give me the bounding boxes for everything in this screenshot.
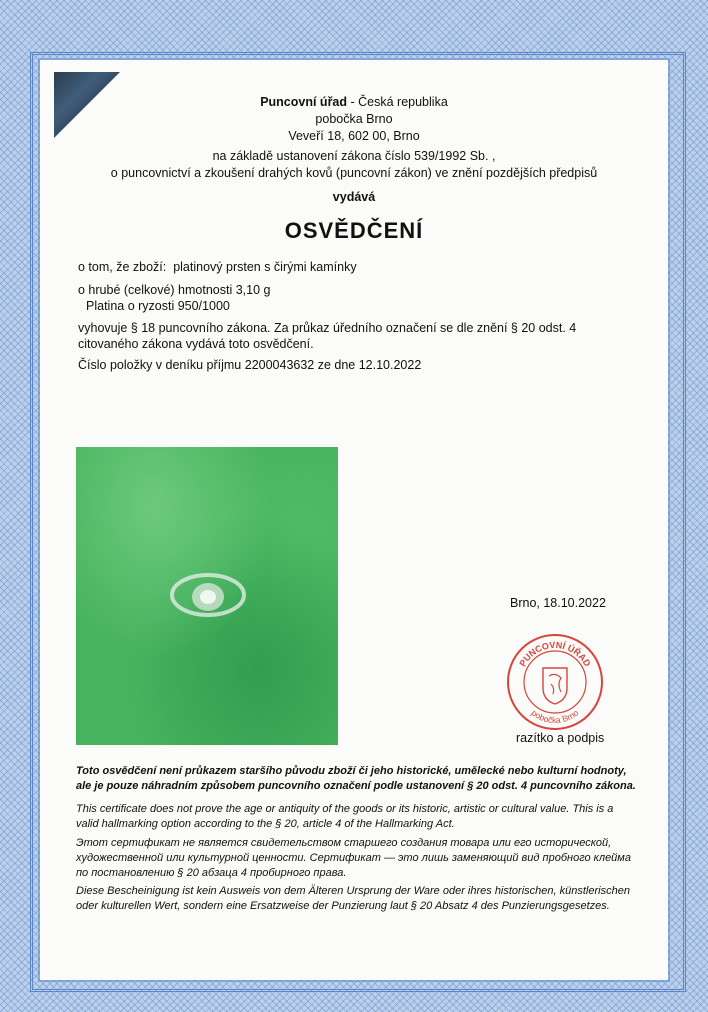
country-name: - Česká republika xyxy=(347,95,448,109)
stamp-bottom-text: pobočka Brno xyxy=(529,707,581,726)
branch-name: pobočka Brno xyxy=(315,112,393,126)
legal-basis-line-1: na základě ustanovení zákona číslo 539/1992 Sb. , xyxy=(212,149,496,163)
weight-line: o hrubé (celkové) hmotnosti 3,10 g xyxy=(78,283,271,297)
issue-date: Brno, 18.10.2022 xyxy=(510,596,606,610)
legal-basis-line-2: o puncovnictví a zkoušení drahých kovů (puncovní zákon) ve znění pozdějších předpisů xyxy=(110,166,598,180)
goods-value: platinový prsten s čirými kamínky xyxy=(173,260,357,274)
svg-text:pobočka Brno xyxy=(530,707,581,725)
certificate-title: OSVĚDČENÍ xyxy=(284,218,424,243)
ring-icon xyxy=(76,447,338,745)
office-address: Veveří 18, 602 00, Brno xyxy=(288,129,420,143)
issuer-header xyxy=(0,94,708,145)
office-name: Puncovní úřad xyxy=(260,95,348,109)
legal-basis xyxy=(0,148,708,182)
compliance-line-1: vyhovuje § 18 puncovního zákona. Za průkaz úředního označení se dle znění § 20 odst. 4 xyxy=(78,321,577,335)
lion-shield-icon xyxy=(543,668,567,704)
disclaimer-german: Diese Bescheinigung ist kein Ausweis von dem Älteren Ursprung der Ware oder ihres historischen, künstlerischen oder kulturellen Wert, sondern eine Ersatzweise der Punzierung laut § 20 Absatz 4 des Punzierungsgesetzes. xyxy=(76,885,630,912)
metal-line: Platina o ryzosti 950/1000 xyxy=(86,299,230,313)
signature-label: razítko a podpis xyxy=(516,731,605,745)
goods-line xyxy=(78,260,357,274)
compliance-line-2: citovaného zákona vydává toto osvědčení. xyxy=(78,337,314,351)
stamp-top-text: PUNCOVNÍ ÚŘAD xyxy=(517,639,593,669)
goods-label: o tom, že zboží: xyxy=(78,260,167,274)
item-number: Číslo položky v deníku příjmu 2200043632 ze dne 12.10.2022 xyxy=(78,358,422,372)
ring-photo xyxy=(76,447,338,745)
disclaimer-english: This certificate does not prove the age or antiquity of the goods or its historic, artistic or cultural value. This is a valid hallmarking option according to the § 20, article 4 of the Hallmarking Act. xyxy=(76,803,614,830)
issues-label: vydává xyxy=(332,190,376,204)
disclaimer-russian: Этот сертификат не является свидетельством старшего создания товара или его исторической, художественной или культурной ценности. Сертификат — это лишь заменяющий вид пробного клейма по постановлению § 20 абзаца 4 пробирного права. xyxy=(76,837,631,879)
disclaimer-czech: Toto osvědčení není průkazem staršího původu zboží či jeho historické, umělecké nebo kulturní hodnoty, ale je pouze náhradním způsobem puncovního označení podle ustanovení § 20 odst. 4 puncovního zákona. xyxy=(76,765,636,792)
official-stamp xyxy=(505,632,605,732)
